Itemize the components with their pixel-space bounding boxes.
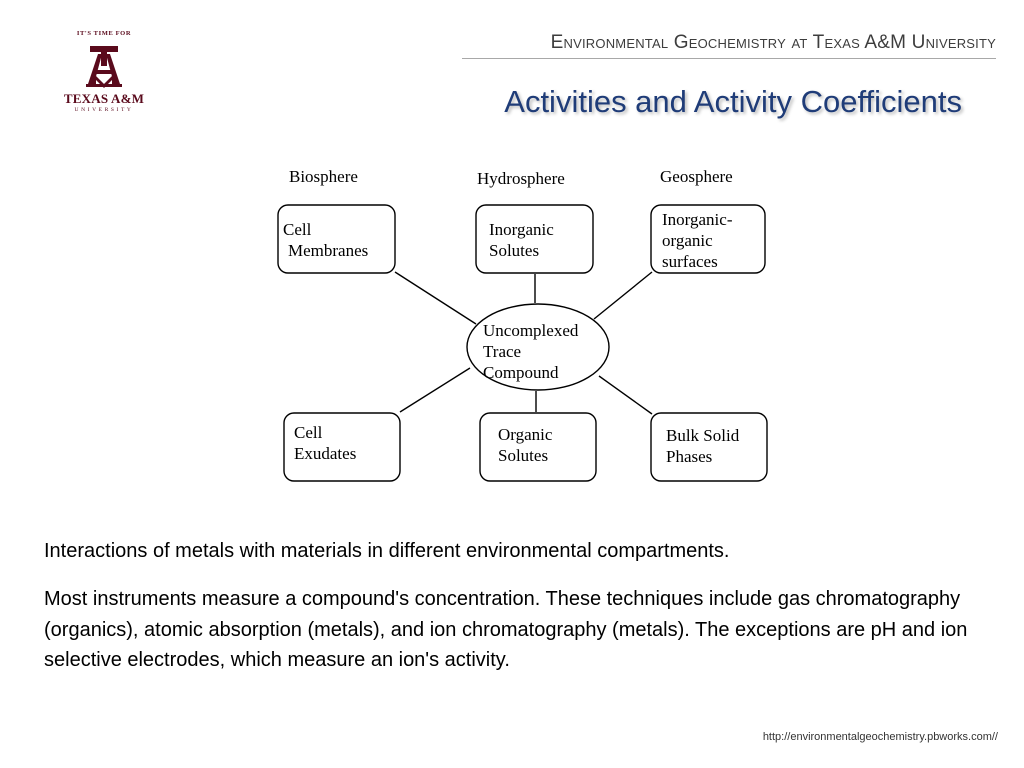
- body-paragraph: Most instruments measure a compound's concentration. These techniques include gas chromatography (organics), atomic absorption (metals), and ion chromatography (metals). The exceptions are pH and ion selective electrodes, which measure an ion's activity.: [44, 588, 968, 671]
- box-text-line: Inorganic: [489, 220, 554, 239]
- box-text-line: Phases: [666, 447, 713, 466]
- center-text-line: Compound: [483, 363, 559, 382]
- slide-title: Activities and Activity Coefficients: [504, 84, 962, 119]
- box-bulk-solid-phases: [651, 413, 767, 481]
- center-text-line: Trace: [483, 342, 522, 361]
- logo-subword: UNIVERSITY: [74, 107, 134, 113]
- box-text-line: organic: [662, 231, 713, 250]
- box-text-line: Inorganic-: [662, 210, 733, 229]
- sphere-label-geosphere: Geosphere: [660, 167, 733, 186]
- diagram-caption: Interactions of metals with materials in different environmental compartments.: [44, 540, 730, 562]
- sphere-label-biosphere: Biosphere: [289, 167, 358, 186]
- box-text-line: Solutes: [498, 446, 549, 465]
- box-text-line: Solutes: [489, 241, 540, 260]
- box-text-line: Exudates: [294, 444, 357, 463]
- box-text-line: surfaces: [662, 252, 718, 271]
- box-text-line: Organic: [498, 425, 553, 444]
- box-organic-solutes: [480, 413, 596, 481]
- logo-wordmark: TEXAS A&M: [63, 91, 145, 106]
- connector-cell-membranes: [395, 272, 476, 324]
- center-node: [467, 304, 609, 390]
- box-text-line: Bulk Solid: [666, 426, 740, 445]
- box-inorganic-organic-surfaces: [651, 205, 765, 273]
- center-text-line: Uncomplexed: [483, 321, 579, 340]
- box-inorganic-solutes: [476, 205, 593, 273]
- footer-url: http://environmentalgeochemistry.pbworks.com//: [762, 731, 998, 743]
- logo-tagline: IT'S TIME FOR: [76, 30, 132, 37]
- connector-cell-exudates: [400, 368, 470, 412]
- box-text-line: Cell: [294, 423, 323, 442]
- connector-bulk-solid: [599, 376, 652, 414]
- box-cell-exudates: [284, 413, 400, 481]
- box-cell-membranes: [278, 205, 395, 273]
- org-title: Environmental Geochemistry at Texas A&M University: [550, 32, 996, 53]
- sphere-label-hydrosphere: Hydrosphere: [477, 169, 565, 188]
- connector-surfaces: [594, 272, 652, 319]
- box-text-line: Cell: [283, 220, 312, 239]
- box-text-line: Membranes: [288, 241, 369, 260]
